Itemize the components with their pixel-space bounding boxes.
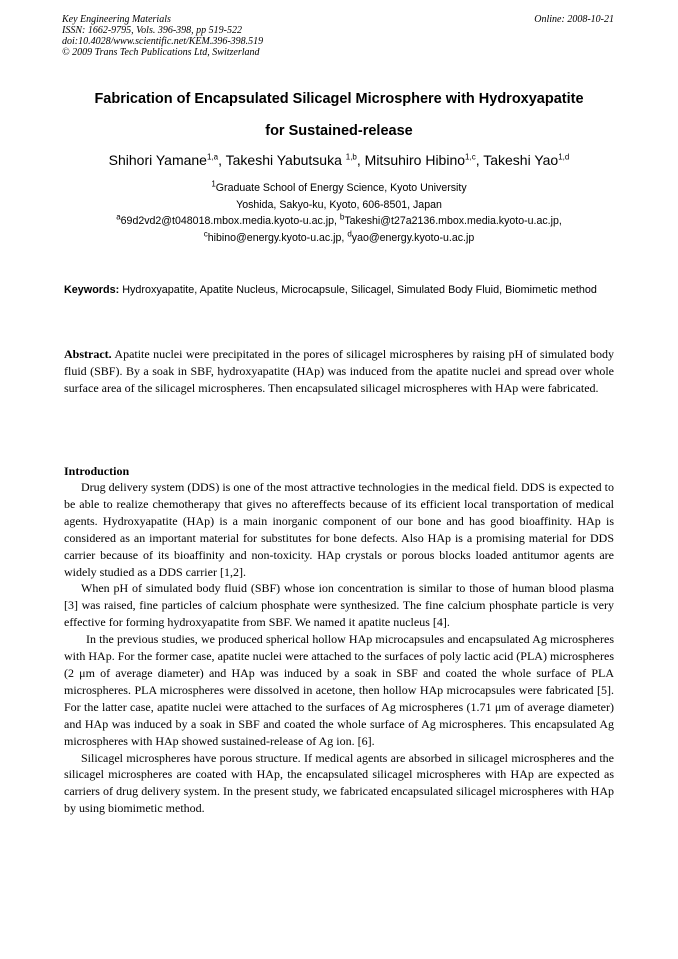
journal-header (62, 14, 614, 58)
email-address[interactable]: 69d2vd2@t048018.mbox.media.kyoto-u.ac.jp, (120, 215, 340, 227)
author-affiliation-mark: 1,a (206, 152, 219, 162)
introduction-body (64, 479, 614, 817)
email-address[interactable]: Takeshi@t27a2136.mbox.media.kyoto-u.ac.jp, (344, 215, 562, 227)
journal-name: Key Engineering Materials (62, 14, 171, 25)
email-mark: c (203, 229, 208, 239)
author-separator: , (475, 152, 484, 168)
online-date: Online: 2008-10-21 (534, 14, 614, 25)
paper-title-line-1: Fabrication of Encapsulated Silicagel Microsphere with Hydroxyapatite (94, 91, 584, 107)
abstract-text: Apatite nuclei were precipitated in the pores of silicagel microspheres by raising pH of simulated body fluid (SBF). By a soak in SBF, hydroxyapatite (HAp) was induced from the apatite nuclei and spread over whole surface area of the silicagel microspheres. Then encapsulated silicagel microspheres with HAp were fabricated. (64, 347, 614, 395)
author-name: Shihori Yamane (108, 152, 207, 168)
introduction-paragraph: Silicagel microspheres have porous structure. If medical agents are absorbed in silicagel microspheres and the silicagel microspheres are coated with HAp, the encapsulated silicagel microspheres with HAp are expected as carriers of drug delivery system. In the present study, we fabricated encapsulated silicagel microspheres with HAp by using biomimetic method. (64, 750, 614, 816)
email-address[interactable]: hibino@energy.kyoto-u.ac.jp, (207, 232, 348, 244)
author-separator: , (218, 152, 226, 168)
author-affiliation-mark: 1,c (465, 152, 476, 162)
email-mark: a (116, 212, 121, 222)
affiliation-mark: 1 (211, 179, 216, 189)
paper-title-line-2: for Sustained-release (265, 123, 413, 139)
affiliation-line-2: Yoshida, Sakyo-ku, Kyoto, 606-8501, Japan (236, 199, 442, 211)
author-list (30, 150, 648, 170)
affiliation-line-1 (30, 181, 648, 195)
email-address[interactable]: yao@energy.kyoto-u.ac.jp (351, 232, 475, 244)
email-line-1 (30, 214, 648, 228)
introduction-paragraph: In the previous studies, we produced spherical hollow HAp microcapsules and encapsulated Ag microspheres with HAp. For the former case, apatite nuclei were attached to the surfaces of poly lactic acid (PLA) microspheres (2 μm of average diameter) and HAp was induced by a soak in SBF and coated the whole surface of PLA microspheres. PLA microspheres were dissolved in acetone, then hollow HAp microcapsules were fabricated [5]. For the latter case, apatite nuclei were attached to the surfaces of Ag microspheres (1.71 μm of average diameter) and HAp was induced by a soak in SBF and coated the whole surface of Ag microspheres. This encapsulated Ag microspheres with HAp showed sustained-release of Ag ion. [6]. (64, 632, 614, 748)
affiliation-institution: Graduate School of Energy Science, Kyoto University (215, 182, 467, 194)
email-line-2 (30, 231, 648, 245)
issn-line: ISSN: 1662-9795, Vols. 396-398, pp 519-522 (62, 25, 242, 36)
author-affiliation-mark: 1,b (345, 152, 357, 162)
copyright-line: © 2009 Trans Tech Publications Ltd, Switzerland (62, 47, 260, 58)
email-mark: b (339, 212, 345, 222)
author-separator: , (356, 152, 365, 168)
author-name: Takeshi Yao (483, 152, 559, 168)
keywords-label: Keywords: (64, 284, 120, 296)
author-name: Takeshi Yabutsuka (225, 152, 346, 168)
email-mark: d (347, 229, 352, 239)
keywords-block (64, 282, 612, 298)
abstract-label: Abstract. (64, 347, 112, 361)
author-name: Mitsuhiro Hibino (364, 152, 466, 168)
introduction-paragraph: Drug delivery system (DDS) is one of the most attractive technologies in the medical field. DDS is expected to be able to realize chemotherapy that gives no aftereffects because of its efficient local transportation of medical agents. Hydroxyapatite (HAp) is a main inorganic component of our bone and has good bioaffinity. HAp is considered as an important material for substitutes for bone defects. Also HAp is a promising material for DDS carrier because of its bioaffinity and non-toxicity. HAp crystals or porous blocks loaded antitumor agents are widely studied as a DDS carrier [1,2]. (64, 480, 614, 579)
doi-line: doi:10.4028/www.scientific.net/KEM.396-398.519 (62, 36, 264, 47)
keywords-text: Hydroxyapatite, Apatite Nucleus, Microcapsule, Silicagel, Simulated Body Fluid, Biomimetic method (119, 284, 597, 296)
introduction-heading: Introduction (64, 464, 130, 478)
abstract-block (64, 346, 614, 397)
introduction-paragraph: When pH of simulated body fluid (SBF) whose ion concentration is similar to those of human blood plasma [3] was raised, fine particles of calcium phosphate were synthesized. The fine calcium phosphate particle is very effective for forming hydroxyapatite from SBF. We named it apatite nucleus [4]. (64, 581, 614, 630)
author-affiliation-mark: 1,d (558, 152, 570, 162)
